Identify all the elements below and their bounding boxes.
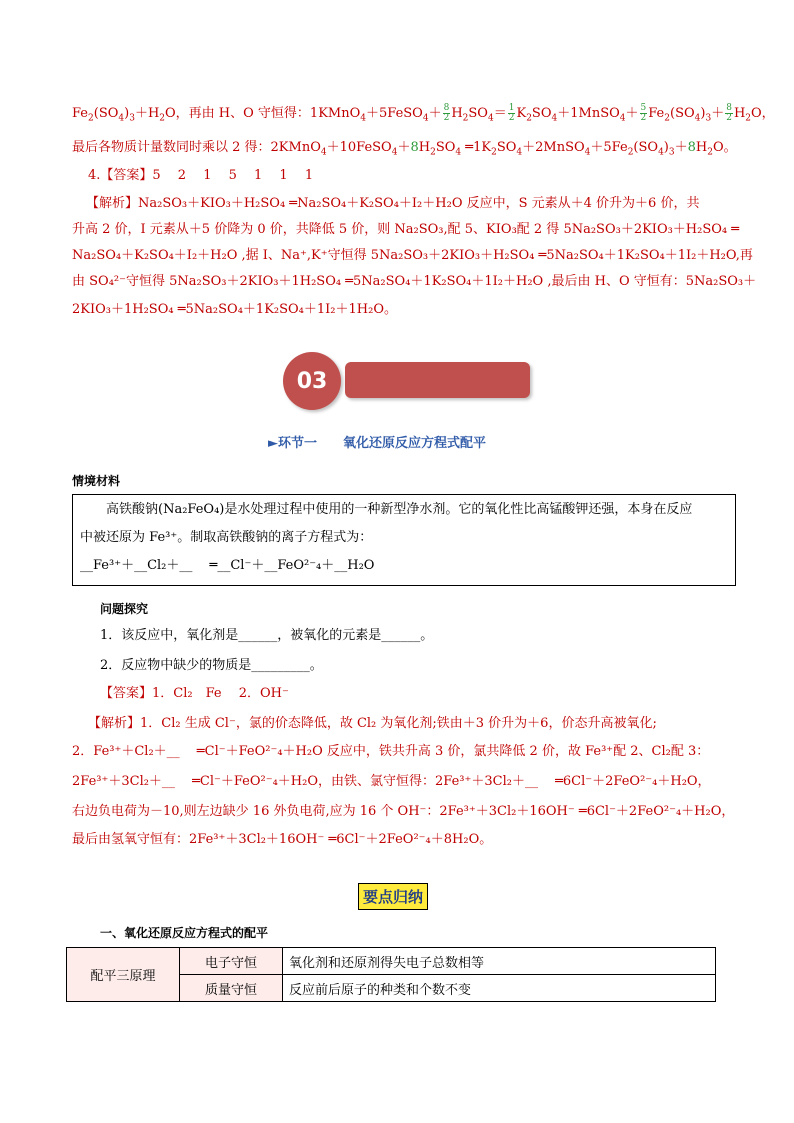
question-analysis: 最后由氢氧守恒有：2Fe³⁺＋3Cl₂＋16OH⁻ ═6Cl⁻＋2FeO²⁻₄＋8H₂O。: [72, 832, 493, 847]
analysis-line: Na₂SO₄＋K₂SO₄＋I₂＋H₂O ,据 I、Na⁺,K⁺守恒得 5Na₂SO₃＋2KIO₃＋H₂SO₄ ═5Na₂SO₄＋1K₂SO₄＋1I₂＋H₂O,再: [72, 248, 753, 263]
fraction: $\frac{5}{2}$: [640, 103, 647, 123]
question-1: 1．该反应中，氧化剂是______，被氧化的元素是______。: [100, 628, 434, 643]
equation-line-1: $Fe_2(SO_4)_3+H_2O$，再由 H、O 守恒得：1KMnO$_4$＋5FeSO$_4$＋ $\frac{8}{2}$ $H_2SO_4=$ $\frac{1}{2}$ $K_2SO_4+1MnSO_4+$ $\frac{5}{2}$ $Fe_2(SO_4)_3+$ $\frac{8}{2}$ $H_2O$，: [72, 103, 775, 124]
analysis-line: 2KIO₃＋1H₂SO₄ ═5Na₂SO₄＋1K₂SO₄＋1I₂＋1H₂O。: [72, 302, 397, 317]
table-cell: 氧化剂和还原剂得失电子总数相等: [283, 948, 716, 975]
equation-line-2: 最后各物质计量数同时乘以 2 得：$2KMnO_4+10FeSO_4+8H_2SO_4$ $═1K_2SO_4+2MnSO_4+5Fe_2(SO_4)_3+8H_2O$。: [72, 140, 737, 158]
fraction: $\frac{8}{2}$: [443, 103, 450, 123]
question-analysis: 2．Fe³⁺＋Cl₂＋__ ═Cl⁻＋FeO²⁻₄＋H₂O 反应中，铁共升高 3 价，氯共降低 2 价，故 Fe³⁺配 2、Cl₂配 3：: [72, 744, 710, 759]
scenario-text: 高铁酸钠(Na₂FeO₄)是水处理过程中使用的一种新型净水剂。它的氧化性比高锰酸钾还强，本身在反应: [80, 502, 693, 517]
fraction: $\frac{8}{2}$: [726, 103, 732, 123]
table-cell: 电子守恒: [180, 948, 283, 975]
analysis-line: 由 SO₄²⁻守恒得 5Na₂SO₃＋2KIO₃＋1H₂SO₄ ═5Na₂SO₄＋1K₂SO₄＋1I₂＋H₂O ,最后由 H、O 守恒有：5Na₂SO₃＋: [72, 274, 757, 289]
scenario-text: 中被还原为 Fe³⁺。制取高铁酸钠的离子方程式为：: [80, 530, 373, 545]
fraction: $\frac{1}{2}$: [508, 103, 515, 123]
question-analysis: 右边负电荷为－10,则左边缺少 16 外负电荷,应为 16 个 OH⁻：2Fe³⁺＋3Cl₂＋16OH⁻ ═6Cl⁻＋2FeO²⁻₄＋H₂O，: [72, 804, 735, 819]
question-analysis: 2Fe³⁺＋3Cl₂＋__ ═Cl⁻＋FeO²⁻₄＋H₂O，由铁、氯守恒得：2Fe³⁺＋3Cl₂＋__ ═6Cl⁻＋2FeO²⁻₄＋H₂O，: [72, 774, 711, 789]
table-row: [67, 948, 716, 975]
section-number: 03: [283, 352, 341, 410]
question-answer: 【答案】1．Cl₂ Fe 2．OH⁻: [100, 686, 289, 701]
principles-table: [66, 947, 716, 1002]
question-2: 2．反应物中缺少的物质是_________。: [100, 658, 323, 673]
table-row-label: 配平三原理: [67, 948, 180, 1002]
section-badge: [283, 352, 533, 412]
analysis-line: 【解析】Na₂SO₃＋KIO₃＋H₂SO₄ ═Na₂SO₄＋K₂SO₄＋I₂＋H₂O 反应中，S 元素从＋4 价升为＋6 价，共: [86, 196, 700, 211]
scenario-heading: 情境材料: [72, 474, 121, 488]
table-cell: 质量守恒: [180, 975, 283, 1002]
question-analysis: 【解析】1．Cl₂ 生成 Cl⁻，氯的价态降低，故 Cl₂ 为氧化剂;铁由＋3 价升为＋6，价态升高被氧化;: [88, 716, 657, 731]
table-cell: 反应前后原子的种类和个数不变: [283, 975, 716, 1002]
section-badge-bar: [345, 362, 530, 398]
keypoints-title: 要点归纳: [358, 883, 428, 910]
scenario-equation: __Fe³⁺＋__Cl₂＋__ ═__Cl⁻＋__FeO²⁻₄＋__H₂O: [80, 558, 375, 573]
answer-4: 4.【答案】5 2 1 5 1 1 1: [88, 168, 314, 183]
section-title: ►环节一 氧化还原反应方程式配平: [268, 436, 486, 451]
question-heading: 问题探究: [100, 602, 149, 616]
analysis-line: 升高 2 价，I 元素从＋5 价降为 0 价，共降低 5 价，则 Na₂SO₃,配 5、KIO₃配 2 得 5Na₂SO₃＋2KIO₃＋H₂SO₄ ═: [72, 222, 740, 237]
keypoints-subtitle: 一、氧化还原反应方程式的配平: [100, 926, 269, 940]
